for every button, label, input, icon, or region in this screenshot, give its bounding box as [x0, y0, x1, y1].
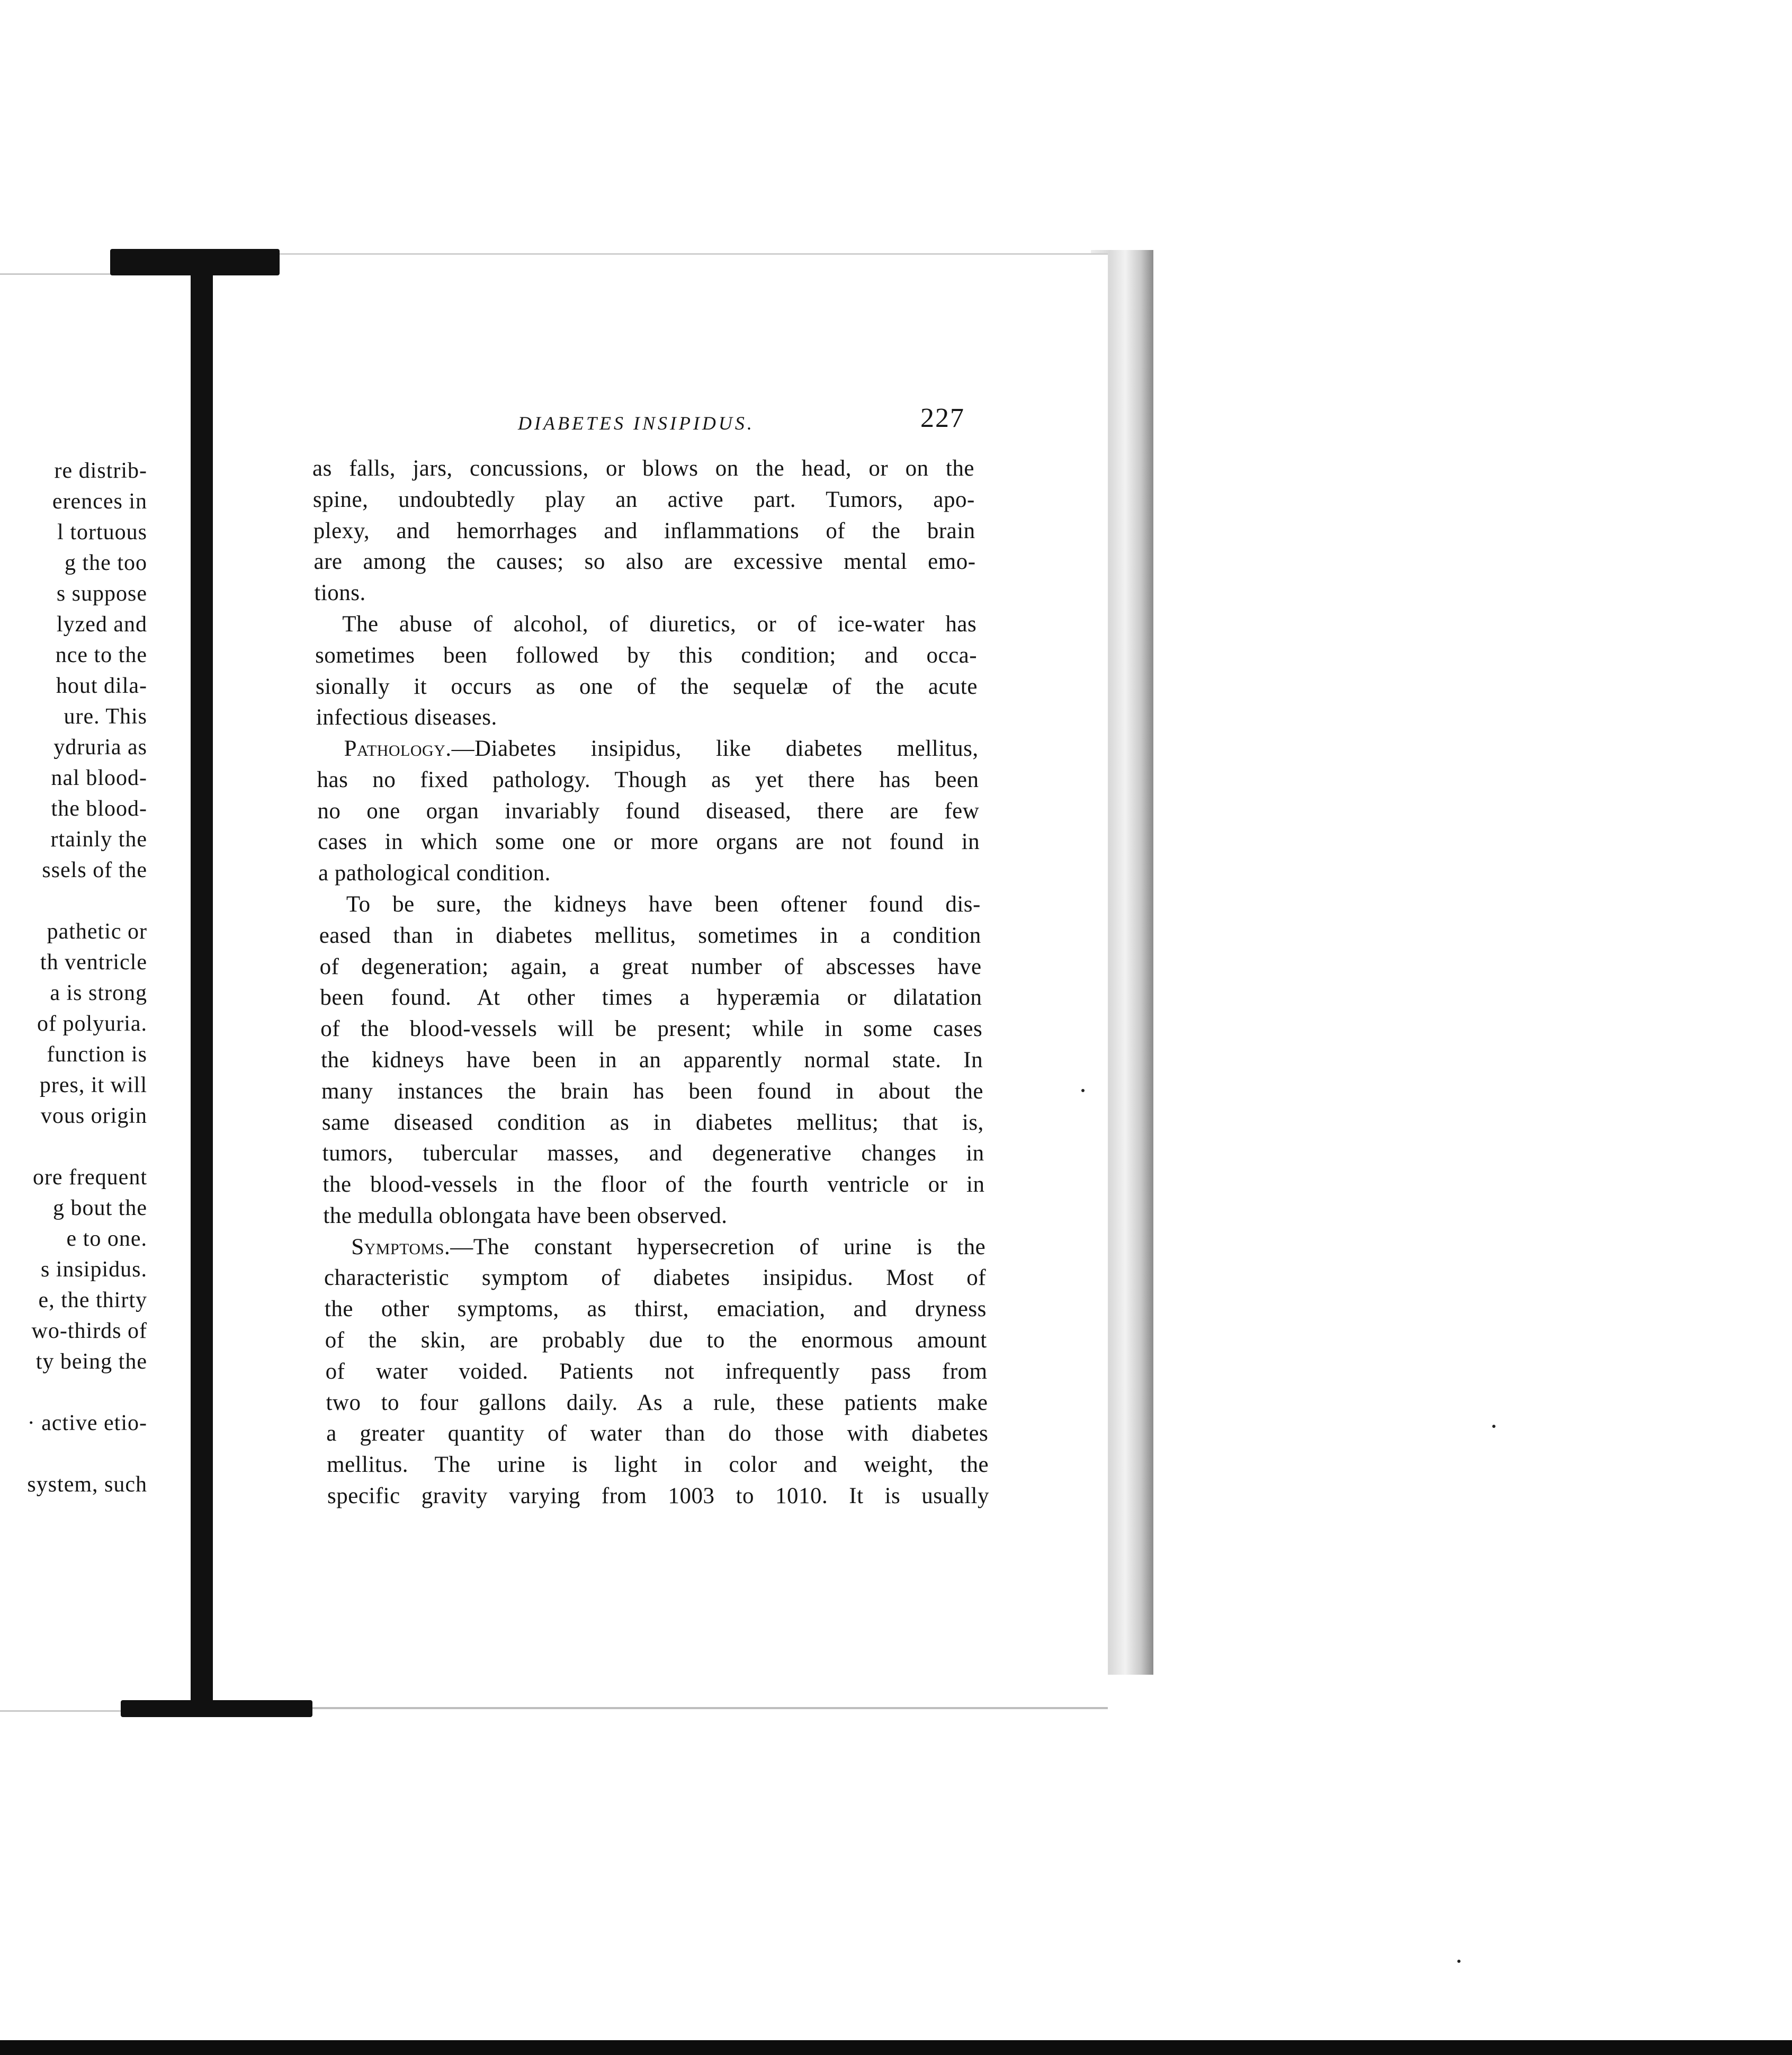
body-line — [319, 923, 981, 949]
body-line — [325, 1296, 987, 1323]
body-line — [321, 1078, 983, 1105]
body-line-text: are among the causes; so also are excessive mental emo- — [313, 549, 976, 575]
body-line — [320, 985, 982, 1011]
left-page-line: e to one. — [66, 1227, 147, 1251]
body-line-text: cases in which some one or more organs are not found in — [318, 829, 980, 855]
body-line-text: has no fixed pathology. Though as yet there has been — [317, 767, 979, 792]
body-line — [325, 1327, 987, 1354]
body-line-text: same diseased condition as in diabetes mellitus; that is, — [321, 1110, 984, 1135]
body-line-text: plexy, and hemorrhages and inflammations of the brain — [313, 518, 975, 543]
body-line-text: sionally it occurs as one of the sequelæ of the acute — [315, 674, 978, 699]
left-page-line: wo-thirds of — [31, 1319, 147, 1343]
body-line-text: many instances the brain has been found in about the — [321, 1078, 983, 1104]
body-line — [324, 1265, 986, 1291]
body-line-text: two to four gallons daily. As a rule, these patients make — [326, 1390, 988, 1415]
left-page-line: g bout the — [53, 1196, 147, 1220]
left-page-line: the blood- — [51, 797, 147, 821]
body-line-text: of water voided. Patients not infrequently pass from — [325, 1359, 988, 1384]
body-line — [342, 611, 976, 638]
left-page-line: ty being the — [35, 1350, 147, 1374]
body-line — [317, 798, 979, 825]
left-page-line: s suppose — [56, 582, 147, 606]
body-line-text: eased than in diabetes mellitus, sometimes in a condition — [319, 923, 981, 948]
body-line-text: tions. — [314, 580, 366, 606]
body-line — [316, 674, 978, 700]
left-page-line: nce to the — [55, 643, 147, 667]
body-line — [314, 549, 976, 575]
body-line-text: of the blood-vessels will be present; while in some cases — [320, 1016, 983, 1042]
left-page-line: a is strong — [50, 981, 147, 1005]
body-line-text: the blood-vessels in the floor of the fourth ventricle or in — [322, 1172, 985, 1198]
body-line — [314, 580, 365, 606]
left-page-line: th ventricle — [40, 950, 147, 975]
body-line — [321, 1047, 983, 1074]
body-line — [327, 1483, 989, 1509]
body-line — [323, 1172, 985, 1198]
body-line-text: characteristic symptom of diabetes insipidus. Most of — [324, 1265, 987, 1291]
scan-bottom-rule — [0, 2040, 1792, 2055]
left-page-line: ore frequent — [32, 1165, 147, 1190]
left-page-line: e, the thirty — [38, 1288, 147, 1312]
left-page-line: ure. This — [64, 704, 147, 729]
body-line — [351, 1234, 985, 1261]
body-line-text: spine, undoubtedly play an active part. Tumors, apo- — [312, 487, 975, 512]
left-page-line: nal blood- — [51, 766, 147, 790]
body-line — [316, 704, 497, 731]
left-page-line: s insipidus. — [40, 1257, 147, 1282]
body-line — [318, 860, 551, 887]
scan-speck — [1492, 1425, 1495, 1428]
scan-speck — [1081, 1089, 1085, 1092]
body-line-text: of degeneration; again, a great number of abscesses have — [319, 954, 982, 979]
body-line — [313, 487, 975, 513]
left-page-line: ssels of the — [42, 858, 147, 882]
body-line — [315, 642, 977, 669]
left-page-line: g the too — [65, 551, 147, 575]
body-line — [318, 829, 980, 855]
body-line — [322, 1110, 984, 1136]
body-line-text: been found. At other times a hyperæmia or dilatation — [320, 985, 982, 1011]
left-page-line: rtainly the — [50, 827, 147, 852]
body-line-text: as falls, jars, concussions, or blows on the head, or on the — [312, 456, 974, 481]
clamp-bar — [191, 260, 213, 1711]
section-heading: Pathology. — [344, 736, 452, 762]
left-page-line: lyzed and — [56, 612, 147, 637]
body-line-text: the medulla oblongata have been observed. — [323, 1203, 728, 1228]
running-head: DIABETES INSIPIDUS. — [518, 413, 755, 434]
body-line — [346, 891, 981, 918]
body-line-text: of the skin, are probably due to the enormous amount — [325, 1328, 987, 1353]
body-line — [326, 1359, 988, 1385]
body-line — [320, 954, 982, 980]
left-page-line: pres, it will — [39, 1073, 147, 1097]
left-page-line: re distrib- — [54, 459, 147, 483]
body-line — [317, 767, 979, 793]
left-page-line: hout dila- — [56, 674, 147, 698]
body-line-text: a greater quantity of water than do those with diabetes — [326, 1421, 989, 1446]
body-line-text: The abuse of alcohol, of diuretics, or of ice-water has — [342, 611, 977, 637]
body-line — [326, 1420, 988, 1447]
body-line-text: infectious diseases. — [316, 705, 497, 730]
body-line — [326, 1390, 988, 1416]
body-line-text: the kidneys have been in an apparently normal state. In — [321, 1047, 983, 1073]
page-number: 227 — [920, 403, 965, 433]
body-line-text: no one organ invariably found diseased, there are few — [317, 798, 980, 824]
body-line — [312, 455, 974, 482]
body-line-text: a pathological condition. — [318, 861, 551, 886]
body-line — [322, 1140, 984, 1167]
body-line-text: sometimes been followed by this condition; and occa- — [315, 642, 978, 668]
left-page-line: vous origin — [40, 1104, 147, 1128]
clamp-bottom-arm — [121, 1700, 312, 1717]
body-line-text: the other symptoms, as thirst, emaciation, and dryness — [324, 1297, 987, 1322]
body-line-text: To be sure, the kidneys have been oftener found dis- — [346, 892, 981, 917]
body-line — [323, 1203, 727, 1229]
body-line — [320, 1016, 982, 1042]
left-page-line: · active etio- — [27, 1411, 147, 1435]
body-line — [313, 518, 975, 544]
scan-speck — [1457, 1960, 1461, 1963]
body-line-text: mellitus. The urine is light in color and weight, the — [327, 1452, 989, 1478]
left-page-line: l tortuous — [57, 520, 147, 544]
left-page-line: ydruria as — [53, 735, 147, 760]
body-line-text: —Diabetes insipidus, like diabetes mellitus, — [451, 736, 979, 762]
left-page-line: erences in — [52, 489, 147, 514]
body-line-text: —The constant hypersecretion of urine is the — [450, 1234, 986, 1259]
left-page-line: system, such — [27, 1472, 147, 1497]
left-page-line: pathetic or — [47, 919, 147, 944]
left-page-line: of polyuria. — [37, 1012, 147, 1036]
body-line — [327, 1452, 989, 1478]
left-page-line: function is — [47, 1042, 147, 1067]
body-line — [344, 736, 979, 762]
body-line-text: tumors, tubercular masses, and degenerative changes in — [322, 1141, 984, 1166]
section-heading: Symptoms. — [351, 1234, 451, 1259]
body-line-text: specific gravity varying from 1003 to 1010. It is usually — [327, 1484, 989, 1508]
